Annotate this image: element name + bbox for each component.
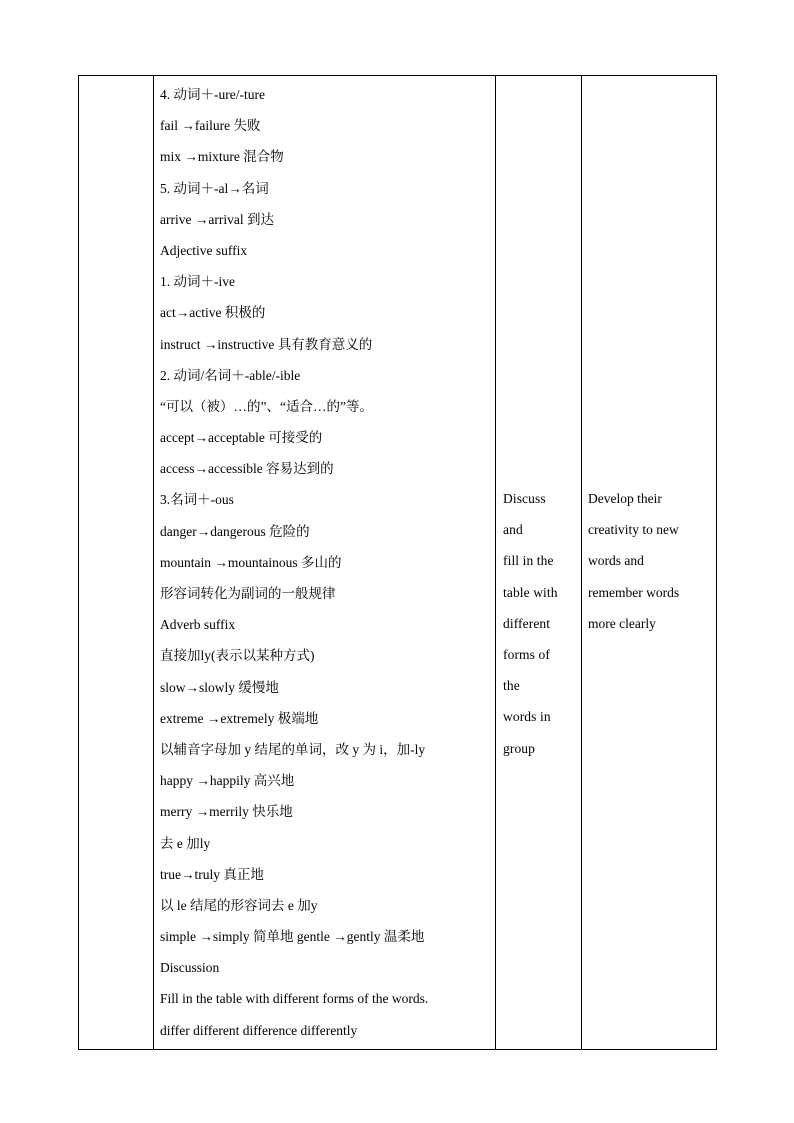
activity-line: the: [503, 678, 520, 694]
content-line: instruct →instructive 具有教育意义的: [160, 336, 373, 352]
activity-line: forms of: [503, 646, 550, 662]
content-line: mountain →mountainous 多山的: [160, 554, 342, 570]
activity-line: words in: [503, 709, 551, 725]
activity-line: group: [503, 740, 535, 756]
content-line: mix →mixture 混合物: [160, 149, 284, 165]
content-line: Fill in the table with different forms of the words.: [160, 991, 429, 1007]
content-line: simple →simply 简单地 gentle →gently 温柔地: [160, 929, 425, 945]
content-line: act→active 积极的: [160, 305, 266, 321]
content-line: true→truly 真正地: [160, 866, 264, 882]
activity-line: and: [503, 522, 523, 538]
table-row: [79, 76, 717, 1050]
content-line: 2. 动词/名词＋-able/-ible: [160, 367, 301, 383]
purpose-lines: [582, 76, 716, 642]
content-line: 形容词转化为副词的一般规律: [160, 586, 336, 601]
content-line: 直接加ly(表示以某种方式): [160, 648, 315, 664]
activity-line: Discuss: [503, 491, 546, 506]
content-line: 4. 动词＋-ure/-ture: [160, 87, 265, 102]
content-line: 去 e 加ly: [160, 835, 211, 851]
content-line: access→accessible 容易达到的: [160, 461, 334, 477]
activity-lines: [496, 76, 581, 767]
content-line: slow→slowly 缓慢地: [160, 679, 279, 695]
content-line: 5. 动词＋-al→名词: [160, 180, 269, 196]
purpose-cell: [582, 76, 717, 1050]
content-line: 以辅音字母加 y 结尾的单词，改 y 为 i，加-ly: [160, 741, 426, 757]
content-line: merry →merrily 快乐地: [160, 804, 293, 820]
content-line: Adverb suffix: [160, 617, 236, 633]
content-line: “可以（被）…的”、“适合…的”等。: [160, 398, 373, 414]
purpose-line: more clearly: [588, 615, 656, 631]
content-line: fail →failure 失败: [160, 118, 261, 134]
content-line: Adjective suffix: [160, 242, 248, 258]
activity-line: table with: [503, 584, 558, 600]
activity-line: fill in the: [503, 553, 554, 569]
content-line: accept→acceptable 可接受的: [160, 430, 323, 446]
lesson-table: [78, 75, 717, 1050]
content-line: extreme →extremely 极端地: [160, 710, 319, 726]
purpose-line: Develop their: [588, 491, 662, 506]
purpose-line: remember words: [588, 584, 680, 600]
content-cell: [154, 76, 496, 1050]
activity-cell: [496, 76, 582, 1050]
purpose-line: words and: [588, 553, 644, 569]
content-line: arrive →arrival 到达: [160, 211, 274, 227]
purpose-line: creativity to new: [588, 522, 679, 538]
content-lines: [154, 76, 495, 1049]
content-line: Discussion: [160, 960, 220, 976]
content-line: danger→dangerous 危险的: [160, 523, 310, 539]
content-line: happy →happily 高兴地: [160, 773, 295, 789]
content-line: differ different difference differently: [160, 1022, 358, 1038]
step-cell: [79, 76, 154, 1050]
activity-line: different: [503, 615, 551, 631]
content-line: 以 le 结尾的形容词去 e 加y: [160, 897, 318, 913]
content-line: 3.名词＋-ous: [160, 492, 234, 508]
content-line: 1. 动词＋-ive: [160, 274, 235, 290]
